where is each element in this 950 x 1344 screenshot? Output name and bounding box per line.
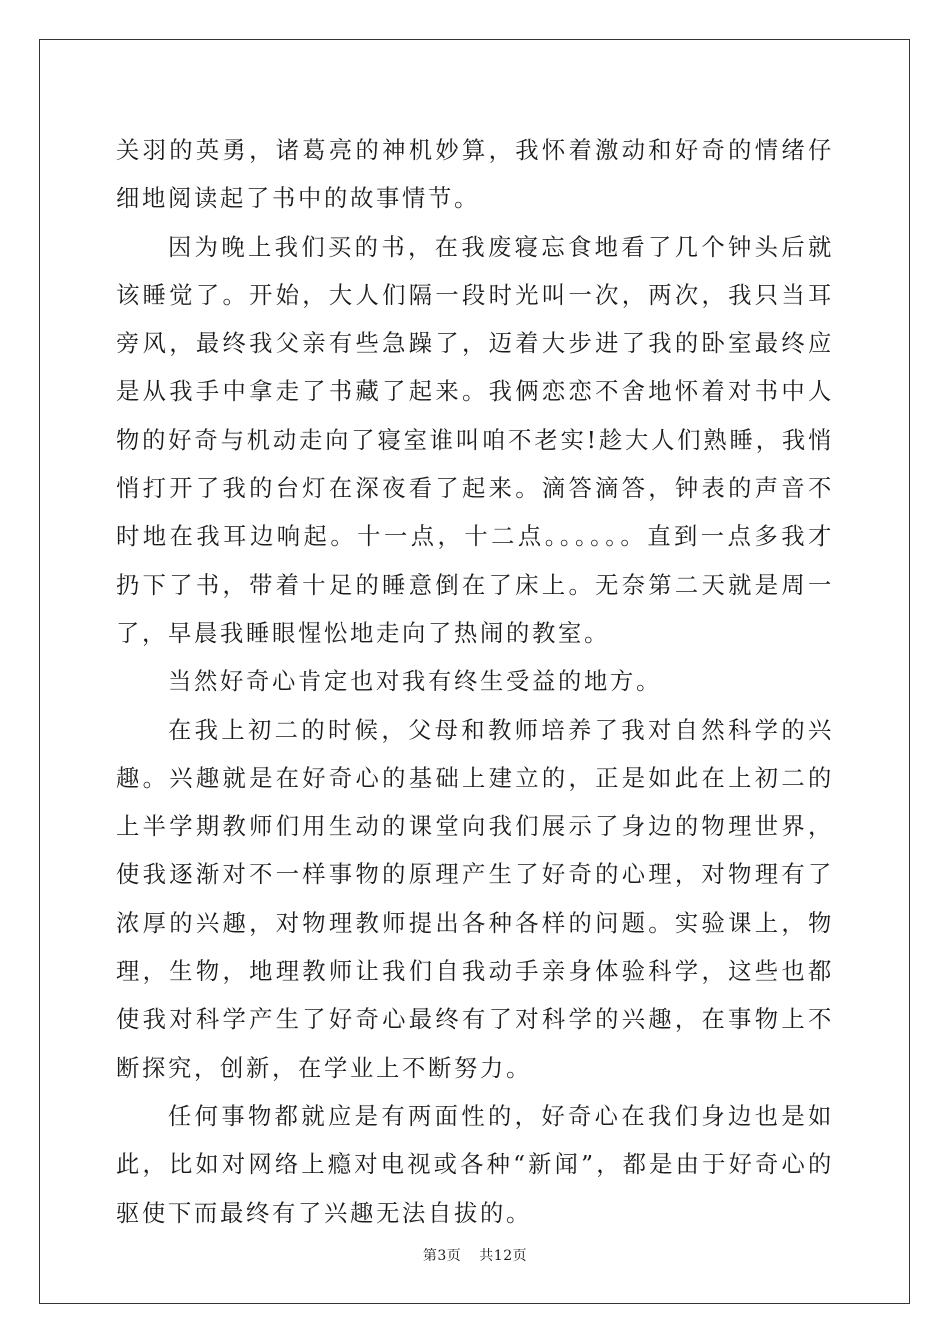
paragraph-3: 当然好奇心肯定也对我有终生受益的地方。 bbox=[168, 668, 662, 696]
page-number: 第3页 bbox=[422, 1248, 462, 1264]
document-body bbox=[116, 127, 834, 1238]
paragraph-2: 因为晚上我们买的书，在我废寝忘食地看了几个钟头后就该睡觉了。开始，大人们隔一段时光叫一次，两次，我只当耳旁风，最终我父亲有些急躁了，迈着大步进了我的卧室最终应是从我手中拿走了书藏了起来。我俩恋恋不舍地怀着对书中人物的好奇与机动走向了寝室谁叫咱不老实!趁大人们熟睡，我悄悄打开了我的台灯在深夜看了起来。滴答滴答，钟表的声音不时地在我耳边响起。十一点，十二点。。。。。。直到一点多我才扔下了书，带着十足的睡意倒在了床上。无奈第二天就是周一了，早晨我睡眼惺忪地走向了热闹的教室。 bbox=[116, 233, 834, 647]
paragraph-4: 在我上初二的时候，父母和教师培养了我对自然科学的兴趣。兴趣就是在好奇心的基础上建立的，正是如此在上初二的上半学期教师们用生动的课堂向我们展示了身边的物理世界，使我逐渐对不一样事物的原理产生了好奇的心理，对物理有了浓厚的兴趣，对物理教师提出各种各样的问题。实验课上，物理，生物，地理教师让我们自我动手亲身体验科学，这些也都使我对科学产生了好奇心最终有了对科学的兴趣，在事物上不断探究，创新，在学业上不断努力。 bbox=[116, 716, 834, 1082]
paragraph-1: 关羽的英勇，诸葛亮的神机妙算，我怀着激动和好奇的情绪仔细地阅读起了书中的故事情节。 bbox=[116, 137, 834, 213]
paragraph-5: 任何事物都就应是有两面性的，好奇心在我们身边也是如此，比如对网络上瘾对电视或各种“新闻”，都是由于好奇心的驱使下而最终有了兴趣无法自拔的。 bbox=[116, 1102, 834, 1227]
page-total: 共12页 bbox=[479, 1248, 528, 1264]
page-footer bbox=[0, 1245, 950, 1265]
